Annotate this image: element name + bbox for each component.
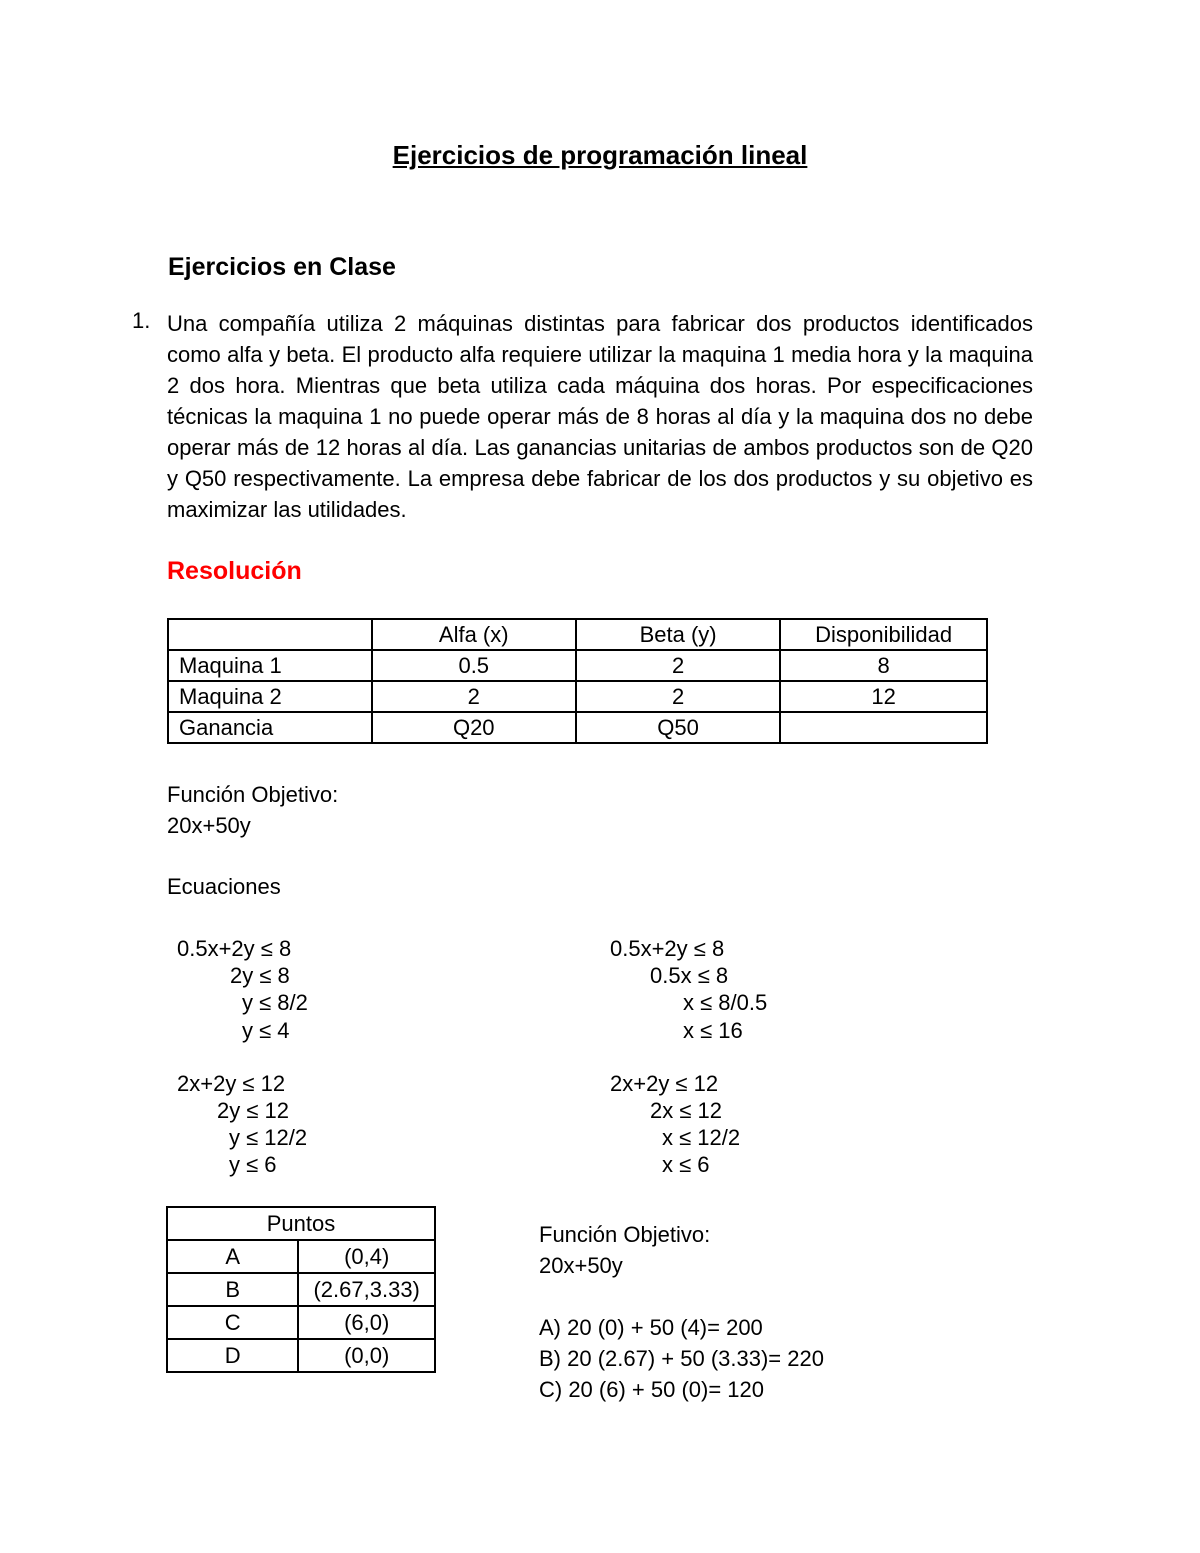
table-cell: 8	[780, 650, 987, 681]
equation-line: 2x ≤ 12	[650, 1098, 723, 1123]
equation-line: 2x+2y ≤ 12	[177, 1071, 286, 1096]
equation-line: 2y ≤ 8	[230, 963, 290, 988]
evaluation-label: Función Objetivo:	[539, 1222, 711, 1247]
table-row	[168, 650, 987, 681]
table-row	[167, 1306, 435, 1339]
table-cell	[780, 712, 987, 743]
evaluation-line: C) 20 (6) + 50 (0)= 120	[539, 1377, 765, 1402]
section-heading: Ejercicios en Clase	[168, 253, 396, 281]
table-row	[167, 1273, 435, 1306]
table-cell: A	[167, 1240, 298, 1273]
equation-line: x ≤ 16	[683, 1018, 743, 1043]
table-cell: (2.67,3.33)	[298, 1273, 435, 1306]
table-cell: Maquina 2	[168, 681, 372, 712]
equation-line: 2x+2y ≤ 12	[610, 1071, 719, 1096]
evaluation-expression: 20x+50y	[539, 1253, 623, 1278]
equations-label: Ecuaciones	[167, 874, 281, 899]
table-cell: Q20	[372, 712, 576, 743]
table-cell: 2	[576, 650, 780, 681]
evaluation-line: B) 20 (2.67) + 50 (3.33)= 220	[539, 1346, 824, 1371]
data-table	[167, 618, 988, 744]
table-header-cell: Alfa (x)	[372, 619, 576, 650]
equation-line: 0.5x+2y ≤ 8	[610, 936, 725, 961]
equation-line: x ≤ 12/2	[662, 1125, 741, 1150]
table-cell: D	[167, 1339, 298, 1372]
table-cell: (6,0)	[298, 1306, 435, 1339]
table-cell: Q50	[576, 712, 780, 743]
equation-line: x ≤ 6	[662, 1152, 710, 1177]
equation-line: y ≤ 12/2	[229, 1125, 308, 1150]
problem-number: 1.	[132, 308, 151, 333]
table-cell: (0,4)	[298, 1240, 435, 1273]
table-header-row	[167, 1207, 435, 1240]
equation-line: x ≤ 8/0.5	[683, 990, 768, 1015]
points-table	[166, 1206, 436, 1373]
problem-statement: Una compañía utiliza 2 máquinas distintas para fabricar dos productos identificados como alfa y beta. El producto alfa requiere utilizar la maquina 1 media hora y la maquina 2 dos hora. Mientras que beta utiliza cada máquina dos horas. Por especificaciones técnicas la maquina 1 no puede operar más de 8 horas al día y la maquina dos no debe operar más de 12 horas al día. Las ganancias unitarias de ambos productos son de Q20 y Q50 respectivamente. La empresa debe fabricar de los dos productos y su objetivo es maximizar las utilidades.	[167, 311, 1033, 522]
table-row	[167, 1339, 435, 1372]
table-row	[167, 1240, 435, 1273]
table-cell: (0,0)	[298, 1339, 435, 1372]
table-cell: 0.5	[372, 650, 576, 681]
equation-line: 0.5x+2y ≤ 8	[177, 936, 292, 961]
table-header-row	[168, 619, 987, 650]
objective-expression: 20x+50y	[167, 813, 251, 838]
equation-line: 0.5x ≤ 8	[650, 963, 729, 988]
equation-line: y ≤ 8/2	[242, 990, 308, 1015]
table-cell: 2	[372, 681, 576, 712]
objective-label: Función Objetivo:	[167, 782, 339, 807]
table-row	[168, 681, 987, 712]
table-header-cell	[168, 619, 372, 650]
table-cell: 2	[576, 681, 780, 712]
resolution-heading: Resolución	[167, 557, 302, 585]
equation-line: y ≤ 4	[242, 1018, 290, 1043]
table-cell: Ganancia	[168, 712, 372, 743]
table-cell: Maquina 1	[168, 650, 372, 681]
equation-line: y ≤ 6	[229, 1152, 277, 1177]
evaluation-line: A) 20 (0) + 50 (4)= 200	[539, 1315, 763, 1340]
table-header-cell: Beta (y)	[576, 619, 780, 650]
table-cell: 12	[780, 681, 987, 712]
table-cell: B	[167, 1273, 298, 1306]
table-header-cell: Disponibilidad	[780, 619, 987, 650]
page-title: Ejercicios de programación lineal	[392, 140, 808, 170]
equation-line: 2y ≤ 12	[217, 1098, 290, 1123]
table-header-cell: Puntos	[167, 1207, 435, 1240]
table-row	[168, 712, 987, 743]
table-cell: C	[167, 1306, 298, 1339]
